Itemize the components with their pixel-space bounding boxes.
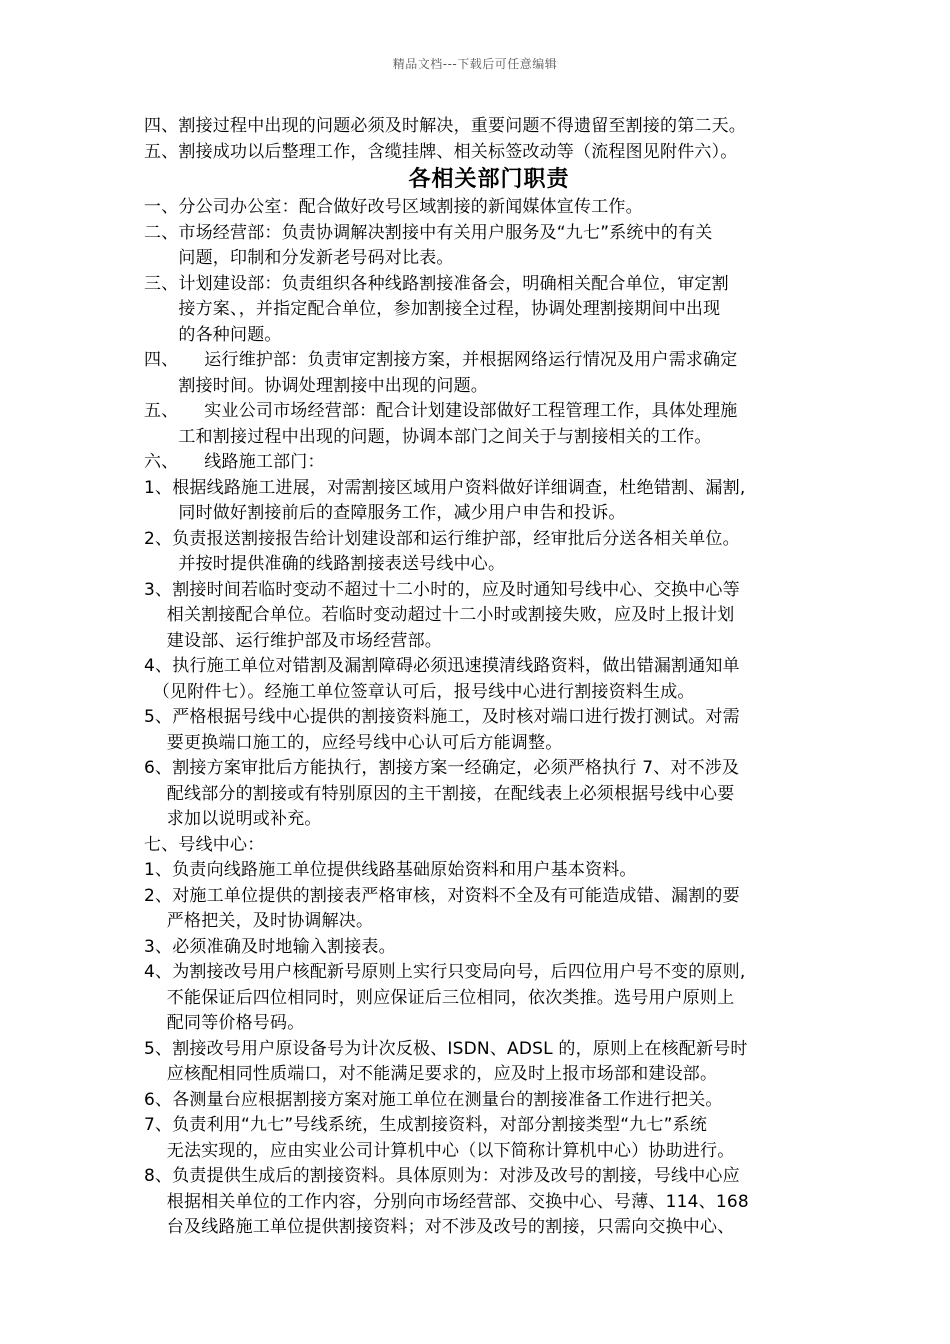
text-line: 五、割接成功以后整理工作，含缆挂牌、相关标签改动等（流程图见附件六）。: [144, 141, 738, 162]
text-line: 应核配相同性质端口，对不能满足要求的，应及时上报市场部和建设部。: [144, 1064, 718, 1084]
text-line: 3、割接时间若临时变动不超过十二小时的，应及时通知号线中心、交换中心等: [144, 579, 740, 600]
text-line: 1、负责向线路施工单位提供线路基础原始资料和用户基本资料。: [144, 860, 637, 880]
text-line: 根据相关单位的工作内容，分别向市场经营部、交换中心、号薄、114、168: [144, 1191, 749, 1212]
text-line: 6、割接方案审批后方能执行，割接方案一经确定，必须严格执行 7、对不涉及: [144, 758, 740, 778]
text-line: 5、割接改号用户原设备号为计次反极、ISDN、ADSL 的，原则上在核配新号时: [144, 1038, 748, 1059]
text-line: 8、负责提供生成后的割接资料。具体原则为：对涉及改号的割接，号线中心应: [144, 1166, 740, 1186]
text-line: 严格把关，及时协调解决。: [144, 911, 374, 931]
text-line: 不能保证后四位相同时，则应保证后三位相同，依次类推。选号用户原则上: [144, 987, 735, 1008]
text-line: 1、根据线路施工进展，对需割接区域用户资料做好详细调查，杜绝错割、漏割,: [144, 477, 746, 498]
text-line: 一、分公司办公室：配合做好改号区域割接的新闻媒体宣传工作。: [144, 197, 643, 217]
text-line: 台及线路施工单位提供割接资料；对不涉及改号的割接，只需向交换中心、: [144, 1217, 735, 1237]
text-line: 7、负责利用“九七”号线系统，生成割接资料，对部分割接类型“九七”系统: [144, 1115, 708, 1135]
text-line: 接方案、，并指定配合单位，参加割接全过程，协调处理割接期间中出现: [144, 299, 721, 319]
text-line: 建设部、运行维护部及市场经营部。: [144, 630, 443, 651]
text-line: 无法实现的，应由实业公司计算机中心（以下简称计算机中心）协助进行。: [144, 1140, 735, 1161]
text-line: （见附件七）。经施工单位签章认可后，报号线中心进行割接资料生成。: [144, 681, 695, 702]
text-line: 4、执行施工单位对错割及漏割障碍必须迅速摸清线路资料，做出错漏割通知单: [144, 656, 740, 676]
text-line: 四、割接过程中出现的问题必须及时解决，重要问题不得遗留至割接的第二天。: [144, 116, 746, 136]
text-line: 六、 线路施工部门：: [144, 452, 325, 472]
text-line: 的各种问题。: [144, 324, 282, 345]
text-line: 相关割接配合单位。若临时变动超过十二小时或割接失败，应及时上报计划: [144, 605, 735, 625]
text-line: 三、计划建设部：负责组织各种线路割接准备会，明确相关配合单位，审定割: [144, 273, 729, 294]
document-body: [144, 114, 834, 1241]
text-line: 四、 运行维护部：负责审定割接方案，并根据网络运行情况及用户需求确定: [144, 350, 738, 370]
text-line: 七、号线中心：: [144, 834, 265, 855]
text-line: 配同等价格号码。: [144, 1013, 305, 1033]
text-line: 2、对施工单位提供的割接表严格审核，对资料不全及有可能造成错、漏割的要: [144, 885, 740, 906]
text-line: 二、市场经营部：负责协调解决割接中有关用户服务及“九七”系统中的有关: [144, 222, 713, 243]
text-line: 割接时间。协调处理割接中出现的问题。: [144, 375, 488, 396]
text-line: 配线部分的割接或有特别原因的主干割接，在配线表上必须根据号线中心要: [144, 783, 735, 804]
text-line: 并按时提供准确的线路割接表送号线中心。: [144, 554, 506, 574]
text-line: 4、为割接改号用户核配新号原则上实行只变局向号，后四位用户号不变的原则,: [144, 962, 746, 982]
text-line: 3、必须准确及时地输入割接表。: [144, 936, 396, 957]
page-header: 精品文档---下载后可任意编辑: [392, 57, 558, 71]
text-line: 工和割接过程中出现的问题，协调本部门之间关于与割接相关的工作。: [144, 426, 712, 447]
text-line: 5、严格根据号线中心提供的割接资料施工，及时核对端口进行拨打测试。对需: [144, 707, 740, 727]
text-line: 问题，印制和分发新老号码对比表。: [144, 248, 454, 268]
section-title: 各相关部门职责: [408, 167, 570, 192]
text-line: 五、 实业公司市场经营部：配合计划建设部做好工程管理工作，具体处理施: [144, 401, 738, 421]
text-line: 同时做好割接前后的查障服务工作，减少用户申告和投诉。: [144, 503, 626, 523]
text-line: 6、各测量台应根据割接方案对施工单位在测量台的割接准备工作进行把关。: [144, 1089, 723, 1110]
responsibility-list: [144, 195, 834, 1241]
text-line: 2、负责报送割接报告给计划建设部和运行维护部，经审批后分送各相关单位。: [144, 528, 740, 549]
text-line: 求加以说明或补充。: [144, 809, 322, 829]
text-line: 要更换端口施工的，应经号线中心认可后方能调整。: [144, 732, 563, 753]
